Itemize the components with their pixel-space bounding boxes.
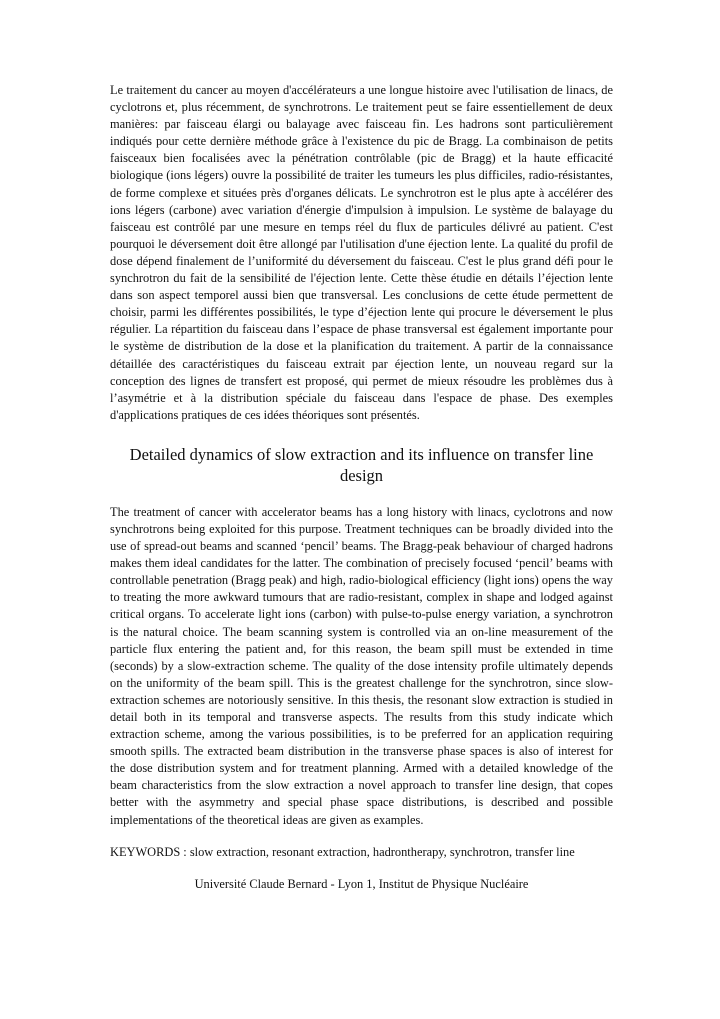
french-abstract: Le traitement du cancer au moyen d'accélérateurs a une longue histoire avec l'utilisation de linacs, de cyclotrons et, plus récemment, de synchrotrons. Le traitement peut se faire essentiellement de deux manières: par faisceau élargi ou balayage avec faisceau fin. Les hadrons sont particulièrement indiqués pour cette dernière méthode grâce à l'existence du pic de Bragg. La combinaison de petits faisceaux bien focalisées avec la pénétration contrôlable (pic de Bragg) et la haute efficacité biologique (ions légers) ouvre la possibilité de traiter les tumeurs les plus difficiles, radio-résistantes, de forme complexe et situées près d'organes délicats. Le synchrotron est le plus apte à accélérer des ions légers (carbone) avec variation d'énergie d'impulsion à impulsion. Le système de balayage du faisceau est contrôlé par une mesure en temps réel du flux de particules délivré au patient. C'est pourquoi le déversement doit être allongé par l'utilisation d'une éjection lente. La qualité du profil de dose dépend finalement de l’uniformité du déversement du faisceau. C'est le plus grand défi pour le synchrotron du fait de la sensibilité de l'éjection lente. Cette thèse étudie en détails l’éjection lente dans son aspect temporel aussi bien que transversal. Les conclusions de cette étude permettent de choisir, parmi les différentes possibilités, le type d’éjection lente qui procure le déversement le plus régulier. La répartition du faisceau dans l’espace de phase transversal est également importante pour le système de distribution de la dose et la planification du traitement. A partir de la connaissance détaillée des caractéristiques du faisceau extrait par éjection lente, un nouveau regard sur la conception des lignes de transfert est proposé, qui permet de mieux résoudre les problèmes dus à l’asymétrie et à la distribution spéciale du faisceau dans l'espace de phase. Des exemples d'applications pratiques de ces idées théoriques sont présentés. <box>110 83 613 422</box>
keywords-line: KEYWORDS : slow extraction, resonant extraction, hadrontherapy, synchrotron, transfer line <box>110 844 575 859</box>
affiliation-line: Université Claude Bernard - Lyon 1, Institut de Physique Nucléaire <box>194 876 529 891</box>
english-title: Detailed dynamics of slow extraction and its influence on transfer line design <box>129 444 594 485</box>
english-abstract: The treatment of cancer with accelerator beams has a long history with linacs, cyclotrons and now synchrotrons being exploited for this purpose. Treatment techniques can be broadly divided into the use of spread-out beams and scanned ‘pencil’ beams. The Bragg-peak behaviour of charged hadrons makes them ideal candidates for the latter. The combination of precisely focused ‘pencil’ beams with controllable penetration (Bragg peak) and high, radio-biological efficiency (light ions) opens the way to treating the more awkward tumours that are radio-resistant, complex in shape and lodged against critical organs. To accelerate light ions (carbon) with pulse-to-pulse energy variation, a synchrotron is the natural choice. The beam scanning system is controlled via an on-line measurement of the particle flux entering the patient and, for this reason, the beam spill must be extended in time (seconds) by a slow-extraction scheme. The quality of the dose intensity profile ultimately depends on the uniformity of the beam spill. This is the greatest challenge for the synchrotron, since slow-extraction schemes are notoriously sensitive. In this thesis, the resonant slow extraction is studied in detail both in its temporal and transverse aspects. The results from this study indicate which extraction scheme, among the various possibilities, is to be preferred for an application requiring smooth spills. The extracted beam distribution in the transverse phase spaces is also of interest for the dose distribution system and for treatment planning. Armed with a detailed knowledge of the beam characteristics from the slow extraction a novel approach to transfer line design, that copes better with the asymmetry and special phase space distributions, is described and possible implementations of the theoretical ideas are given as examples. <box>110 504 613 827</box>
document-page <box>110 82 613 893</box>
